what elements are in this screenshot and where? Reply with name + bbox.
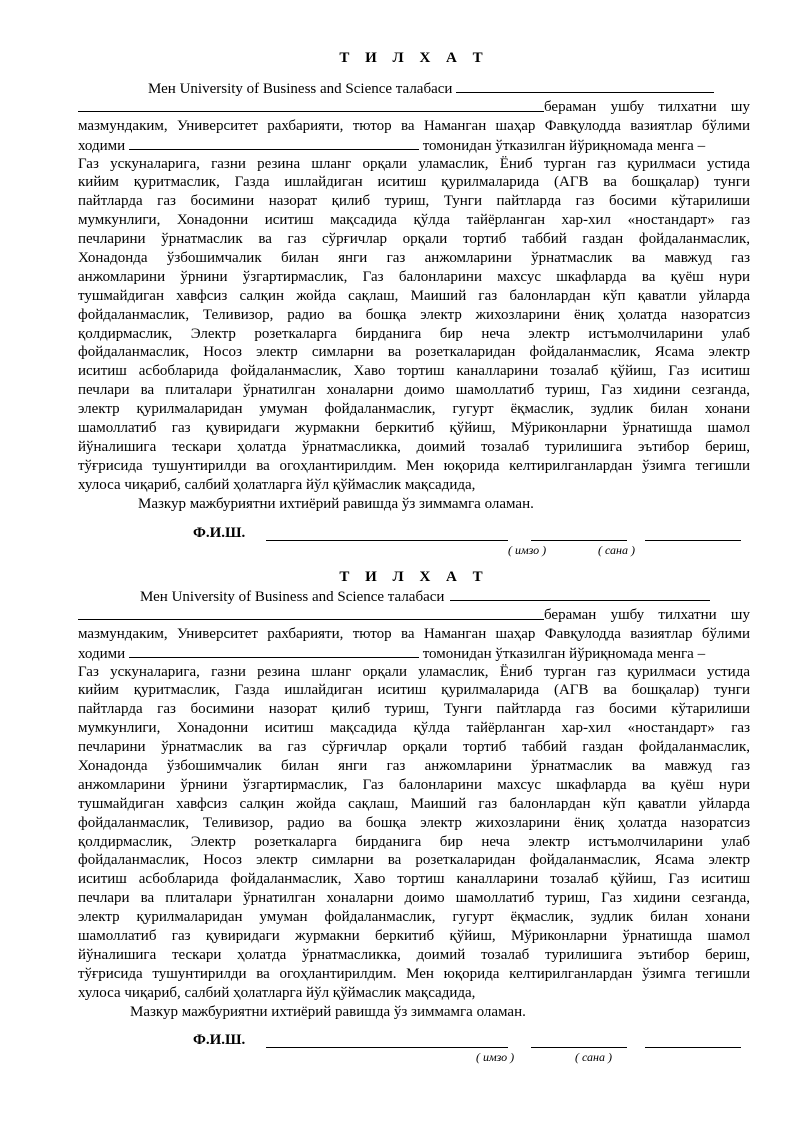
receipt-2 [78, 567, 750, 1072]
date-line[interactable] [645, 540, 741, 541]
body-line: йўналишига тескари ҳолатда ўрнатмасликка, доимий тозалаб турилишига эътибор бериш, [78, 946, 750, 963]
body-line: Газ ускуналарига, газни резина шланг орқали уламаслик, Ёниб турган газ қурилмаси устида [78, 663, 750, 680]
fio-line[interactable] [266, 540, 508, 541]
body-line: бераман ушбу тилхатни шу [78, 606, 750, 625]
body-line: печларини ўрнатмаслик ва газ сўрғичлар орқали тортиб таббий газдан фойдаланмаслик, [78, 231, 750, 248]
body-line: пайтларда газ босимини назорат қилиб туриш, Тунги пайтларда газ босими кўтарилиши [78, 193, 750, 210]
body-line: фойдаланмаслик, Теливизор, радио ва бошқа электр жихозларини ёниқ ҳолатда назоратсиз [78, 306, 750, 323]
body-line: Хонадонда ўзбошимчалик билан янги газ анжомларини ўрнатмаслик ва мавжуд газ [78, 758, 750, 775]
body-line: хулоса чиқариб, салбий ҳолатларга йўл қўймаслик мақсадида, [78, 984, 476, 1001]
student-name-blank-cont[interactable] [78, 98, 544, 112]
body-line: шамоллатиб газ қувиридаги журмакни беркитиб қўйиш, Мўриконларни ўрнатишда шамол [78, 928, 750, 945]
body-line: электр қурилмаларидан умуман фойдаланмаслик, гугурт ёқмаслик, зудлик билан хонани [78, 401, 750, 418]
student-name-blank[interactable] [450, 587, 710, 601]
body-line: фойдаланмаслик, Носоз электр симларни ва розеткаларидан фойдаланмаслик, Ясама электр [78, 344, 750, 361]
body-line: кийим қуритмаслик, Газда ишлайдиган иситиш қурилмаларида (АГВ ва бошқалар) тунги [78, 174, 750, 191]
body-line: тушмайдиган хавфсиз салқин жойда сақлаш, Маиший газ балонлардан кўп қаватли уйларда [78, 287, 750, 304]
closing-line: Мазкур мажбуриятни ихтиёрий равишда ўз зиммамга оламан. [130, 1003, 526, 1020]
body-line: иситиш асбобларида фойдаланмаслик, Хаво тортиш каналларини тозалаб қўйиш, Газ иситиш [78, 871, 750, 888]
body-line: Газ ускуналарига, газни резина шланг орқали уламаслик, Ёниб турган газ қурилмаси устида [78, 155, 750, 172]
body-line: тушмайдиган хавфсиз салқин жойда сақлаш, Маиший газ балонлардан кўп қаватли уйларда [78, 795, 750, 812]
body-line: печлари ва плиталари ўрнатилган хоналарни доимо шамоллатиб туриш, Газ хидини сезганда, [78, 382, 750, 399]
signature-caption: ( имзо ) [508, 543, 547, 558]
body-line: мазмундаким, Университет рахбарияти, тютор ва Наманган шаҳар Фавқулодда вазиятлар бўлими [78, 117, 750, 134]
body-line: қолдирмаслик, Электр розеткаларга бирданига бир неча электр истъмолчиларини улаб [78, 325, 750, 342]
body-line: печларини ўрнатмаслик ва газ сўрғичлар орқали тортиб таббий газдан фойдаланмаслик, [78, 739, 750, 756]
date-caption: ( сана ) [575, 1050, 612, 1065]
body-line: қолдирмаслик, Электр розеткаларга бирданига бир неча электр истъмолчиларини улаб [78, 833, 750, 850]
receipt-title: Т И Л Х А Т [339, 569, 489, 585]
receipt-body [78, 587, 750, 1021]
body-line: ходими томонидан ўтказилган йўриқномада менга – [78, 645, 706, 662]
body-line: бераман ушбу тилхатни шу [78, 98, 750, 117]
body-line: пайтларда газ босимини назорат қилиб туриш, Тунги пайтларда газ босими кўтарилиши [78, 701, 750, 718]
body-line: кийим қуритмаслик, Газда ишлайдиган иситиш қурилмаларида (АГВ ва бошқалар) тунги [78, 682, 750, 699]
receipt-1 [78, 48, 750, 565]
officer-name-blank[interactable] [129, 136, 419, 150]
closing-line: Мазкур мажбуриятни ихтиёрий равишда ўз зиммамга оламан. [138, 495, 534, 512]
signature-caption: ( имзо ) [476, 1050, 515, 1065]
signature-line[interactable] [531, 540, 627, 541]
body-line: ходими томонидан ўтказилган йўриқномада менга – [78, 137, 706, 154]
body-line: йўналишига тескари ҳолатда ўрнатмасликка, доимий тозалаб турилишига эътибор бериш, [78, 438, 750, 455]
fio-line[interactable] [266, 1047, 508, 1048]
body-line: хулоса чиқариб, салбий ҳолатларга йўл қўймаслик мақсадида, [78, 476, 476, 493]
body-line: шамоллатиб газ қувиридаги журмакни беркитиб қўйиш, Мўриконларни ўрнатишда шамол [78, 420, 750, 437]
receipt-body [78, 79, 750, 513]
date-caption: ( сана ) [598, 543, 635, 558]
student-name-blank[interactable] [456, 79, 714, 93]
student-name-blank-cont[interactable] [78, 606, 544, 620]
signature-line[interactable] [531, 1047, 627, 1048]
body-line: анжомларини ўрнини ўзгартирмаслик, Газ балонларини махсус шкафларда ва қуёш нури [78, 776, 750, 793]
body-line: тўғрисида тушунтирилди ва огоҳлантирилдим. Мен юқорида келтирилганлардан ўзимга тегишли [78, 457, 750, 474]
body-line: анжомларини ўрнини ўзгартирмаслик, Газ балонларини махсус шкафларда ва қуёш нури [78, 268, 750, 285]
intro-line: Мен University of Business and Science талабаси [78, 79, 750, 98]
signature-block [78, 525, 750, 565]
intro-line: Мен University of Business and Science талабаси [78, 587, 750, 606]
body-line: тўғрисида тушунтирилди ва огоҳлантирилдим. Мен юқорида келтирилганлардан ўзимга тегишли [78, 965, 750, 982]
body-line: мумкунлиги, Хонадонни иситиш мақсадида қўлда тайёрланган хар-хил «ностандарт» газ [78, 720, 750, 737]
fio-label: Ф.И.Ш. [193, 525, 246, 542]
receipt-title: Т И Л Х А Т [339, 50, 489, 66]
body-line: иситиш асбобларида фойдаланмаслик, Хаво тортиш каналларини тозалаб қўйиш, Газ иситиш [78, 363, 750, 380]
body-line: мумкунлиги, Хонадонни иситиш мақсадида қўлда тайёрланган хар-хил «ностандарт» газ [78, 212, 750, 229]
body-line: фойдаланмаслик, Теливизор, радио ва бошқа электр жихозларини ёниқ ҳолатда назоратсиз [78, 814, 750, 831]
body-line: печлари ва плиталари ўрнатилган хоналарни доимо шамоллатиб туриш, Газ хидини сезганда, [78, 890, 750, 907]
body-line: Хонадонда ўзбошимчалик билан янги газ анжомларини ўрнатмаслик ва мавжуд газ [78, 250, 750, 267]
body-line: фойдаланмаслик, Носоз электр симларни ва розеткаларидан фойдаланмаслик, Ясама электр [78, 852, 750, 869]
body-line: мазмундаким, Университет рахбарияти, тютор ва Наманган шаҳар Фавқулодда вазиятлар бўлими [78, 625, 750, 642]
signature-block [78, 1032, 750, 1072]
fio-label: Ф.И.Ш. [193, 1032, 246, 1049]
date-line[interactable] [645, 1047, 741, 1048]
officer-name-blank[interactable] [129, 644, 419, 658]
body-line: электр қурилмаларидан умуман фойдаланмаслик, гугурт ёқмаслик, зудлик билан хонани [78, 909, 750, 926]
